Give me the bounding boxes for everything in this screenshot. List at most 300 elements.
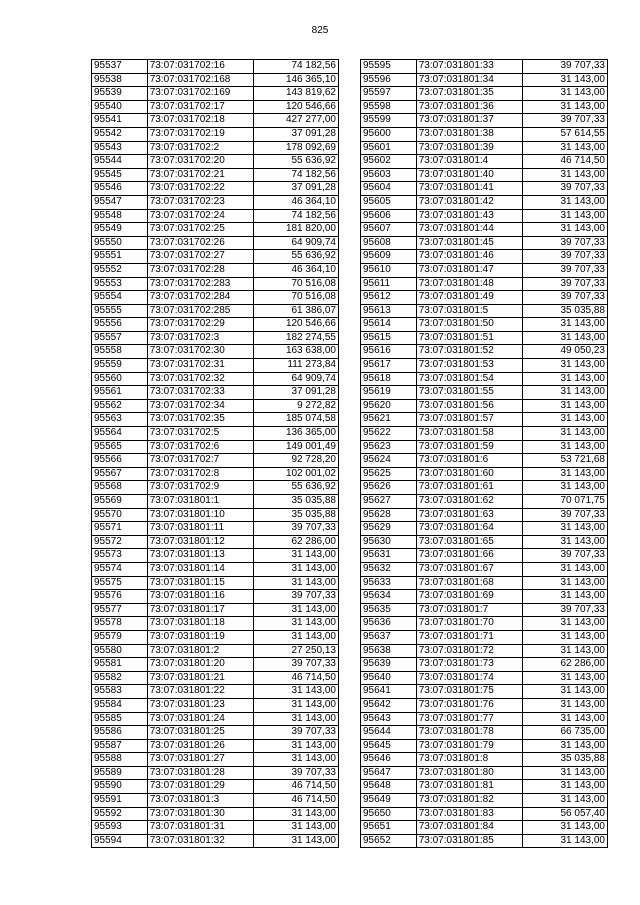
cadastral-number-cell: 73:07:031801:48 xyxy=(416,277,523,291)
table-row xyxy=(361,155,608,169)
amount-cell: 61 386,07 xyxy=(254,304,339,318)
cadastral-number-cell: 73:07:031801:62 xyxy=(416,495,523,509)
cadastral-number-cell: 73:07:031801:72 xyxy=(416,644,523,658)
amount-cell: 31 143,00 xyxy=(523,195,608,209)
cadastral-number-cell: 73:07:031801:71 xyxy=(416,630,523,644)
cadastral-number-cell: 73:07:031702:33 xyxy=(147,386,254,400)
amount-cell: 37 091,28 xyxy=(254,386,339,400)
amount-cell: 31 143,00 xyxy=(523,685,608,699)
table-row xyxy=(92,644,339,658)
cadastral-number-cell: 73:07:031801:2 xyxy=(147,644,254,658)
row-number-cell: 95597 xyxy=(361,87,417,101)
table-row xyxy=(92,60,339,74)
amount-cell: 39 707,33 xyxy=(523,182,608,196)
amount-cell: 46 714,50 xyxy=(254,780,339,794)
row-number-cell: 95547 xyxy=(92,195,148,209)
row-number-cell: 95568 xyxy=(92,481,148,495)
table-row xyxy=(361,603,608,617)
table-row xyxy=(361,495,608,509)
amount-cell: 120 546,66 xyxy=(254,318,339,332)
row-number-cell: 95587 xyxy=(92,739,148,753)
table-row xyxy=(361,263,608,277)
cadastral-number-cell: 73:07:031801:73 xyxy=(416,658,523,672)
table-row xyxy=(92,454,339,468)
amount-cell: 35 035,88 xyxy=(254,508,339,522)
cadastral-number-cell: 73:07:031702:25 xyxy=(147,223,254,237)
cadastral-number-cell: 73:07:031702:285 xyxy=(147,304,254,318)
amount-cell: 182 274,55 xyxy=(254,331,339,345)
cadastral-number-cell: 73:07:031801:70 xyxy=(416,617,523,631)
cadastral-number-cell: 73:07:031702:283 xyxy=(147,277,254,291)
amount-cell: 31 143,00 xyxy=(523,535,608,549)
amount-cell: 31 143,00 xyxy=(523,780,608,794)
cadastral-number-cell: 73:07:031702:26 xyxy=(147,236,254,250)
table-row xyxy=(92,658,339,672)
table-row xyxy=(361,60,608,74)
row-number-cell: 95647 xyxy=(361,766,417,780)
table-row xyxy=(92,386,339,400)
cadastral-number-cell: 73:07:031801:20 xyxy=(147,658,254,672)
table-row xyxy=(92,766,339,780)
amount-cell: 39 707,33 xyxy=(523,277,608,291)
row-number-cell: 95646 xyxy=(361,753,417,767)
table-row xyxy=(92,277,339,291)
table-row xyxy=(361,726,608,740)
row-number-cell: 95566 xyxy=(92,454,148,468)
amount-cell: 31 143,00 xyxy=(523,644,608,658)
table-row xyxy=(92,603,339,617)
table-row xyxy=(361,671,608,685)
amount-cell: 31 143,00 xyxy=(523,794,608,808)
amount-cell: 70 516,08 xyxy=(254,277,339,291)
table-row xyxy=(361,209,608,223)
row-number-cell: 95622 xyxy=(361,427,417,441)
row-number-cell: 95635 xyxy=(361,603,417,617)
cadastral-number-cell: 73:07:031801:38 xyxy=(416,127,523,141)
table-row xyxy=(361,345,608,359)
cadastral-number-cell: 73:07:031801:44 xyxy=(416,223,523,237)
table-row xyxy=(361,386,608,400)
row-number-cell: 95545 xyxy=(92,168,148,182)
amount-cell: 39 707,33 xyxy=(254,590,339,604)
cadastral-number-cell: 73:07:031801:19 xyxy=(147,630,254,644)
row-number-cell: 95584 xyxy=(92,698,148,712)
amount-cell: 92 728,20 xyxy=(254,454,339,468)
row-number-cell: 95537 xyxy=(92,60,148,74)
amount-cell: 31 143,00 xyxy=(523,834,608,848)
amount-cell: 49 050,23 xyxy=(523,345,608,359)
table-row xyxy=(361,413,608,427)
row-number-cell: 95546 xyxy=(92,182,148,196)
row-number-cell: 95574 xyxy=(92,562,148,576)
amount-cell: 31 143,00 xyxy=(254,698,339,712)
amount-cell: 111 273,84 xyxy=(254,359,339,373)
table-row xyxy=(92,304,339,318)
amount-cell: 31 143,00 xyxy=(254,739,339,753)
cadastral-number-cell: 73:07:031801:18 xyxy=(147,617,254,631)
row-number-cell: 95562 xyxy=(92,399,148,413)
table-row xyxy=(361,739,608,753)
table-row xyxy=(361,712,608,726)
amount-cell: 46 714,50 xyxy=(254,794,339,808)
cadastral-number-cell: 73:07:031702:28 xyxy=(147,263,254,277)
row-number-cell: 95580 xyxy=(92,644,148,658)
cadastral-number-cell: 73:07:031702:29 xyxy=(147,318,254,332)
row-number-cell: 95541 xyxy=(92,114,148,128)
cadastral-number-cell: 73:07:031702:169 xyxy=(147,87,254,101)
cadastral-number-cell: 73:07:031801:79 xyxy=(416,739,523,753)
row-number-cell: 95539 xyxy=(92,87,148,101)
amount-cell: 27 250,13 xyxy=(254,644,339,658)
table-row xyxy=(361,372,608,386)
cadastral-number-cell: 73:07:031702:27 xyxy=(147,250,254,264)
amount-cell: 39 707,33 xyxy=(523,263,608,277)
table-row xyxy=(92,712,339,726)
amount-cell: 74 182,56 xyxy=(254,60,339,74)
table-row xyxy=(361,766,608,780)
table-row xyxy=(361,467,608,481)
row-number-cell: 95605 xyxy=(361,195,417,209)
row-number-cell: 95571 xyxy=(92,522,148,536)
row-number-cell: 95593 xyxy=(92,821,148,835)
amount-cell: 31 143,00 xyxy=(523,427,608,441)
amount-cell: 31 143,00 xyxy=(254,712,339,726)
row-number-cell: 95577 xyxy=(92,603,148,617)
row-number-cell: 95600 xyxy=(361,127,417,141)
row-number-cell: 95613 xyxy=(361,304,417,318)
cadastral-number-cell: 73:07:031702:168 xyxy=(147,73,254,87)
amount-cell: 163 638,00 xyxy=(254,345,339,359)
cadastral-number-cell: 73:07:031801:69 xyxy=(416,590,523,604)
amount-cell: 39 707,33 xyxy=(254,766,339,780)
cadastral-number-cell: 73:07:031801:10 xyxy=(147,508,254,522)
row-number-cell: 95641 xyxy=(361,685,417,699)
table-row xyxy=(92,359,339,373)
cadastral-number-cell: 73:07:031801:26 xyxy=(147,739,254,753)
row-number-cell: 95632 xyxy=(361,562,417,576)
amount-cell: 31 143,00 xyxy=(523,87,608,101)
cadastral-number-cell: 73:07:031801:58 xyxy=(416,427,523,441)
row-number-cell: 95642 xyxy=(361,698,417,712)
row-number-cell: 95607 xyxy=(361,223,417,237)
cadastral-number-cell: 73:07:031801:14 xyxy=(147,562,254,576)
cadastral-number-cell: 73:07:031801:76 xyxy=(416,698,523,712)
row-number-cell: 95544 xyxy=(92,155,148,169)
table-row xyxy=(92,372,339,386)
table-row xyxy=(361,794,608,808)
amount-cell: 427 277,00 xyxy=(254,114,339,128)
table-row xyxy=(92,685,339,699)
table-row xyxy=(92,535,339,549)
cadastral-number-cell: 73:07:031801:31 xyxy=(147,821,254,835)
amount-cell: 55 636,92 xyxy=(254,481,339,495)
table-row xyxy=(92,291,339,305)
cadastral-number-cell: 73:07:031801:42 xyxy=(416,195,523,209)
cadastral-number-cell: 73:07:031801:34 xyxy=(416,73,523,87)
row-number-cell: 95629 xyxy=(361,522,417,536)
cadastral-number-cell: 73:07:031801:3 xyxy=(147,794,254,808)
row-number-cell: 95610 xyxy=(361,263,417,277)
table-row xyxy=(361,182,608,196)
cadastral-number-cell: 73:07:031702:23 xyxy=(147,195,254,209)
cadastral-number-cell: 73:07:031702:18 xyxy=(147,114,254,128)
cadastral-number-cell: 73:07:031801:25 xyxy=(147,726,254,740)
table-row xyxy=(361,821,608,835)
table-row xyxy=(361,753,608,767)
amount-cell: 31 143,00 xyxy=(523,562,608,576)
row-number-cell: 95570 xyxy=(92,508,148,522)
cadastral-number-cell: 73:07:031801:49 xyxy=(416,291,523,305)
row-number-cell: 95567 xyxy=(92,467,148,481)
amount-cell: 185 074,58 xyxy=(254,413,339,427)
amount-cell: 9 272,82 xyxy=(254,399,339,413)
amount-cell: 39 707,33 xyxy=(254,726,339,740)
table-row xyxy=(92,590,339,604)
row-number-cell: 95602 xyxy=(361,155,417,169)
table-row xyxy=(92,549,339,563)
amount-cell: 31 143,00 xyxy=(523,141,608,155)
amount-cell: 31 143,00 xyxy=(523,223,608,237)
table-row xyxy=(361,318,608,332)
table-row xyxy=(361,590,608,604)
amount-cell: 55 636,92 xyxy=(254,155,339,169)
cadastral-number-cell: 73:07:031801:4 xyxy=(416,155,523,169)
row-number-cell: 95561 xyxy=(92,386,148,400)
amount-cell: 46 714,50 xyxy=(254,671,339,685)
amount-cell: 39 707,33 xyxy=(523,250,608,264)
table-row xyxy=(92,630,339,644)
cadastral-number-cell: 73:07:031702:16 xyxy=(147,60,254,74)
amount-cell: 31 143,00 xyxy=(523,413,608,427)
cadastral-number-cell: 73:07:031801:57 xyxy=(416,413,523,427)
amount-cell: 31 143,00 xyxy=(254,562,339,576)
amount-cell: 55 636,92 xyxy=(254,250,339,264)
amount-cell: 56 057,40 xyxy=(523,807,608,821)
cadastral-number-cell: 73:07:031801:56 xyxy=(416,399,523,413)
table-row xyxy=(92,780,339,794)
amount-cell: 64 909,74 xyxy=(254,372,339,386)
row-number-cell: 95588 xyxy=(92,753,148,767)
cadastral-number-cell: 73:07:031702:19 xyxy=(147,127,254,141)
table-row xyxy=(92,495,339,509)
row-number-cell: 95553 xyxy=(92,277,148,291)
amount-cell: 31 143,00 xyxy=(254,576,339,590)
cadastral-number-cell: 73:07:031801:11 xyxy=(147,522,254,536)
row-number-cell: 95543 xyxy=(92,141,148,155)
table-row xyxy=(361,576,608,590)
amount-cell: 39 707,33 xyxy=(523,60,608,74)
cadastral-number-cell: 73:07:031801:7 xyxy=(416,603,523,617)
cadastral-number-cell: 73:07:031801:80 xyxy=(416,766,523,780)
table-row xyxy=(361,834,608,848)
amount-cell: 39 707,33 xyxy=(254,658,339,672)
table-row xyxy=(92,263,339,277)
row-number-cell: 95542 xyxy=(92,127,148,141)
cadastral-number-cell: 73:07:031702:5 xyxy=(147,427,254,441)
amount-cell: 31 143,00 xyxy=(523,399,608,413)
cadastral-number-cell: 73:07:031801:6 xyxy=(416,454,523,468)
table-row xyxy=(92,127,339,141)
amount-cell: 31 143,00 xyxy=(254,821,339,835)
amount-cell: 53 721,68 xyxy=(523,454,608,468)
table-row xyxy=(92,195,339,209)
table-row xyxy=(361,291,608,305)
table-row xyxy=(92,87,339,101)
amount-cell: 31 143,00 xyxy=(523,372,608,386)
table-row xyxy=(361,522,608,536)
table-row xyxy=(361,359,608,373)
amount-cell: 120 546,66 xyxy=(254,100,339,114)
row-number-cell: 95624 xyxy=(361,454,417,468)
amount-cell: 31 143,00 xyxy=(523,467,608,481)
amount-cell: 62 286,00 xyxy=(523,658,608,672)
table-row xyxy=(92,141,339,155)
cadastral-number-cell: 73:07:031801:29 xyxy=(147,780,254,794)
table-row xyxy=(92,508,339,522)
cadastral-number-cell: 73:07:031801:64 xyxy=(416,522,523,536)
amount-cell: 31 143,00 xyxy=(254,834,339,848)
cadastral-number-cell: 73:07:031801:5 xyxy=(416,304,523,318)
table-row xyxy=(92,834,339,848)
row-number-cell: 95579 xyxy=(92,630,148,644)
table-row xyxy=(92,155,339,169)
amount-cell: 70 071,75 xyxy=(523,495,608,509)
table-row xyxy=(92,73,339,87)
table-row xyxy=(361,780,608,794)
amount-cell: 31 143,00 xyxy=(523,576,608,590)
table-row xyxy=(92,617,339,631)
table-row xyxy=(92,331,339,345)
table-row xyxy=(92,413,339,427)
cadastral-number-cell: 73:07:031801:36 xyxy=(416,100,523,114)
table-row xyxy=(361,807,608,821)
cadastral-number-cell: 73:07:031801:39 xyxy=(416,141,523,155)
cadastral-number-cell: 73:07:031801:74 xyxy=(416,671,523,685)
cadastral-number-cell: 73:07:031801:24 xyxy=(147,712,254,726)
row-number-cell: 95589 xyxy=(92,766,148,780)
cadastral-number-cell: 73:07:031702:8 xyxy=(147,467,254,481)
row-number-cell: 95554 xyxy=(92,291,148,305)
row-number-cell: 95636 xyxy=(361,617,417,631)
amount-cell: 31 143,00 xyxy=(254,630,339,644)
table-row xyxy=(92,739,339,753)
amount-cell: 136 365,00 xyxy=(254,427,339,441)
row-number-cell: 95626 xyxy=(361,481,417,495)
table-row xyxy=(92,318,339,332)
row-number-cell: 95649 xyxy=(361,794,417,808)
row-number-cell: 95619 xyxy=(361,386,417,400)
table-row xyxy=(361,168,608,182)
cadastral-number-cell: 73:07:031801:83 xyxy=(416,807,523,821)
ledger-table-right-body xyxy=(361,60,608,848)
amount-cell: 31 143,00 xyxy=(254,603,339,617)
table-row xyxy=(361,250,608,264)
table-row xyxy=(361,304,608,318)
cadastral-number-cell: 73:07:031801:37 xyxy=(416,114,523,128)
amount-cell: 39 707,33 xyxy=(523,291,608,305)
cadastral-number-cell: 73:07:031801:63 xyxy=(416,508,523,522)
cadastral-number-cell: 73:07:031801:33 xyxy=(416,60,523,74)
table-row xyxy=(361,236,608,250)
cadastral-number-cell: 73:07:031702:17 xyxy=(147,100,254,114)
cadastral-number-cell: 73:07:031702:30 xyxy=(147,345,254,359)
row-number-cell: 95637 xyxy=(361,630,417,644)
cadastral-number-cell: 73:07:031801:46 xyxy=(416,250,523,264)
row-number-cell: 95627 xyxy=(361,495,417,509)
amount-cell: 46 714,50 xyxy=(523,155,608,169)
amount-cell: 31 143,00 xyxy=(523,331,608,345)
row-number-cell: 95591 xyxy=(92,794,148,808)
row-number-cell: 95639 xyxy=(361,658,417,672)
row-number-cell: 95576 xyxy=(92,590,148,604)
row-number-cell: 95616 xyxy=(361,345,417,359)
cadastral-number-cell: 73:07:031801:65 xyxy=(416,535,523,549)
table-row xyxy=(92,753,339,767)
table-row xyxy=(361,617,608,631)
row-number-cell: 95540 xyxy=(92,100,148,114)
ledger-table-left xyxy=(91,59,339,848)
table-row xyxy=(361,87,608,101)
row-number-cell: 95609 xyxy=(361,250,417,264)
table-row xyxy=(361,508,608,522)
row-number-cell: 95651 xyxy=(361,821,417,835)
table-row xyxy=(92,427,339,441)
cadastral-number-cell: 73:07:031801:61 xyxy=(416,481,523,495)
cadastral-number-cell: 73:07:031801:51 xyxy=(416,331,523,345)
cadastral-number-cell: 73:07:031801:13 xyxy=(147,549,254,563)
amount-cell: 46 364,10 xyxy=(254,195,339,209)
row-number-cell: 95630 xyxy=(361,535,417,549)
amount-cell: 143 819,62 xyxy=(254,87,339,101)
row-number-cell: 95556 xyxy=(92,318,148,332)
table-row xyxy=(92,821,339,835)
amount-cell: 74 182,56 xyxy=(254,168,339,182)
table-row xyxy=(92,399,339,413)
table-row xyxy=(361,481,608,495)
amount-cell: 31 143,00 xyxy=(523,590,608,604)
amount-cell: 62 286,00 xyxy=(254,535,339,549)
amount-cell: 31 143,00 xyxy=(254,617,339,631)
cadastral-number-cell: 73:07:031702:3 xyxy=(147,331,254,345)
row-number-cell: 95585 xyxy=(92,712,148,726)
cadastral-number-cell: 73:07:031801:81 xyxy=(416,780,523,794)
cadastral-number-cell: 73:07:031801:47 xyxy=(416,263,523,277)
cadastral-number-cell: 73:07:031801:85 xyxy=(416,834,523,848)
cadastral-number-cell: 73:07:031801:60 xyxy=(416,467,523,481)
row-number-cell: 95631 xyxy=(361,549,417,563)
amount-cell: 31 143,00 xyxy=(523,209,608,223)
amount-cell: 39 707,33 xyxy=(254,522,339,536)
table-row xyxy=(361,698,608,712)
row-number-cell: 95538 xyxy=(92,73,148,87)
row-number-cell: 95625 xyxy=(361,467,417,481)
table-row xyxy=(92,182,339,196)
row-number-cell: 95644 xyxy=(361,726,417,740)
cadastral-number-cell: 73:07:031801:1 xyxy=(147,495,254,509)
table-row xyxy=(361,454,608,468)
page-number: 825 xyxy=(311,25,329,36)
cadastral-number-cell: 73:07:031801:17 xyxy=(147,603,254,617)
cadastral-number-cell: 73:07:031801:40 xyxy=(416,168,523,182)
row-number-cell: 95564 xyxy=(92,427,148,441)
table-row xyxy=(92,807,339,821)
row-number-cell: 95565 xyxy=(92,440,148,454)
amount-cell: 31 143,00 xyxy=(523,698,608,712)
ledger-table-left-body xyxy=(92,60,339,848)
table-row xyxy=(361,658,608,672)
table-row xyxy=(92,576,339,590)
cadastral-number-cell: 73:07:031801:22 xyxy=(147,685,254,699)
